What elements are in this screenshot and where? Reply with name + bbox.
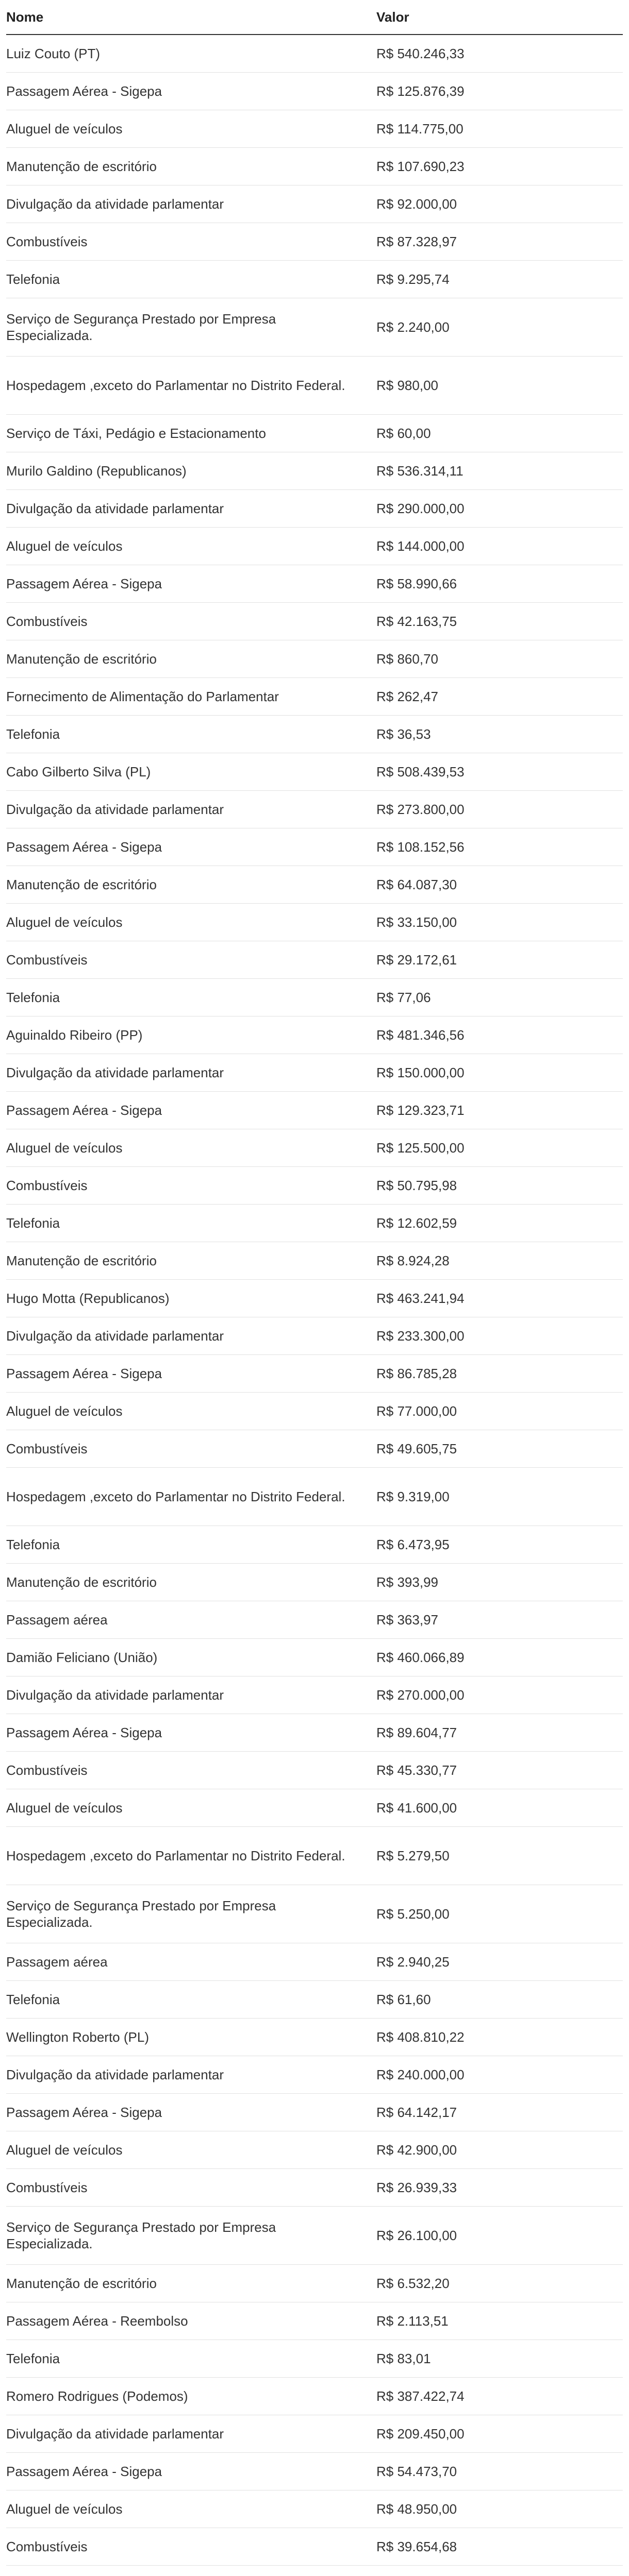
cell-valor: R$ 9.295,74 — [376, 261, 623, 298]
table-row — [6, 1714, 623, 1752]
cell-valor: R$ 36,53 — [376, 716, 623, 753]
table-row — [6, 1280, 623, 1317]
table-row — [6, 1526, 623, 1564]
table-row — [6, 73, 623, 110]
cell-nome: Aluguel de veículos — [6, 528, 376, 565]
cell-nome: Aluguel de veículos — [6, 1393, 376, 1430]
cell-valor: R$ 114.775,00 — [376, 110, 623, 148]
cell-valor: R$ 107.690,23 — [376, 148, 623, 185]
cell-valor: R$ 50.795,98 — [376, 1167, 623, 1205]
cell-valor: R$ 8.924,28 — [376, 1242, 623, 1280]
cell-nome: Divulgação da atividade parlamentar — [6, 1317, 376, 1355]
cell-valor: R$ 5.250,00 — [376, 1885, 623, 1943]
table-row — [6, 2094, 623, 2131]
cell-nome: Telefonia — [6, 716, 376, 753]
cell-valor: R$ 2.240,00 — [376, 298, 623, 357]
cell-nome: Combustíveis — [6, 1430, 376, 1468]
cell-nome: Passagem Aérea - Sigepa — [6, 2453, 376, 2490]
cell-nome: Cabo Gilberto Silva (PL) — [6, 753, 376, 791]
table-row — [6, 2378, 623, 2415]
cell-nome: Wellington Roberto (PL) — [6, 2019, 376, 2056]
table-row — [6, 35, 623, 73]
cell-valor: R$ 262,47 — [376, 678, 623, 716]
cell-valor: R$ 387.422,74 — [376, 2378, 623, 2415]
cell-nome: Passagem Aérea - Sigepa — [6, 828, 376, 866]
table-row — [6, 1092, 623, 1129]
cell-valor: R$ 45.330,77 — [376, 1752, 623, 1789]
table-row — [6, 2415, 623, 2453]
cell-valor: R$ 125.500,00 — [376, 1129, 623, 1167]
table-row — [6, 2019, 623, 2056]
cell-valor: R$ 26.100,00 — [376, 2207, 623, 2265]
cell-nome: Manutenção de escritório — [6, 640, 376, 678]
table-row — [6, 1242, 623, 1280]
cell-nome: Manutenção de escritório — [6, 2265, 376, 2302]
table-row — [6, 2265, 623, 2302]
table-row — [6, 528, 623, 565]
table-row — [6, 1752, 623, 1789]
table-row — [6, 1205, 623, 1242]
cell-valor: R$ 33.150,00 — [376, 904, 623, 941]
cell-nome: Passagem Aérea - Sigepa — [6, 1092, 376, 1129]
cell-valor: R$ 108.152,56 — [376, 828, 623, 866]
cell-valor — [376, 2566, 623, 2576]
table-row — [6, 2340, 623, 2378]
cell-valor: R$ 270.000,00 — [376, 1676, 623, 1714]
cell-valor: R$ 26.939,33 — [376, 2169, 623, 2207]
cell-nome: Hugo Motta (Republicanos) — [6, 1280, 376, 1317]
cell-nome: Serviço de Segurança Prestado por Empresa Especializada. — [6, 1885, 376, 1943]
table-row — [6, 2056, 623, 2094]
table-row — [6, 2528, 623, 2566]
table-row — [6, 866, 623, 904]
table-row — [6, 1430, 623, 1468]
cell-nome: Divulgação da atividade parlamentar — [6, 791, 376, 828]
table-row — [6, 2490, 623, 2528]
table-row — [6, 1943, 623, 1981]
cell-nome: Telefonia — [6, 1981, 376, 2019]
cell-valor: R$ 233.300,00 — [376, 1317, 623, 1355]
table-row — [6, 1016, 623, 1054]
cell-nome: Telefonia — [6, 1526, 376, 1564]
table-row — [6, 490, 623, 528]
table-row — [6, 357, 623, 415]
cell-valor: R$ 536.314,11 — [376, 452, 623, 490]
table-row — [6, 1054, 623, 1092]
table-row — [6, 753, 623, 791]
cell-valor: R$ 6.473,95 — [376, 1526, 623, 1564]
cell-valor: R$ 393,99 — [376, 1564, 623, 1601]
cell-nome: Combustíveis — [6, 1752, 376, 1789]
cell-valor: R$ 9.319,00 — [376, 1468, 623, 1526]
table-row — [6, 1981, 623, 2019]
table-row — [6, 2131, 623, 2169]
cell-valor: R$ 2.940,25 — [376, 1943, 623, 1981]
table-row — [6, 640, 623, 678]
cell-nome: Divulgação da atividade parlamentar — [6, 490, 376, 528]
table-row — [6, 2302, 623, 2340]
cell-nome: Telefonia — [6, 1205, 376, 1242]
cell-nome: Divulgação da atividade parlamentar — [6, 185, 376, 223]
cell-valor: R$ 144.000,00 — [376, 528, 623, 565]
cell-nome: Combustíveis — [6, 1167, 376, 1205]
table-row — [6, 1468, 623, 1526]
table-row — [6, 1885, 623, 1943]
cell-valor: R$ 87.328,97 — [376, 223, 623, 261]
cell-valor: R$ 209.450,00 — [376, 2415, 623, 2453]
cell-valor: R$ 86.785,28 — [376, 1355, 623, 1393]
table-row — [6, 261, 623, 298]
cell-valor: R$ 6.532,20 — [376, 2265, 623, 2302]
table-row — [6, 2453, 623, 2490]
cell-nome: Telefonia — [6, 2340, 376, 2378]
cell-valor: R$ 77,06 — [376, 979, 623, 1016]
cell-nome: Combustíveis — [6, 603, 376, 640]
cell-nome: Fornecimento de Alimentação do Parlamentar — [6, 678, 376, 716]
table-row — [6, 148, 623, 185]
cell-nome: Combustíveis — [6, 223, 376, 261]
cell-valor: R$ 48.950,00 — [376, 2490, 623, 2528]
table-row — [6, 1789, 623, 1827]
cell-valor: R$ 980,00 — [376, 357, 623, 415]
cell-valor: R$ 5.279,50 — [376, 1827, 623, 1885]
cell-nome: Manutenção de escritório — [6, 1242, 376, 1280]
table-row — [6, 2207, 623, 2265]
cell-valor: R$ 290.000,00 — [376, 490, 623, 528]
table-row — [6, 904, 623, 941]
cell-valor: R$ 408.810,22 — [376, 2019, 623, 2056]
cell-nome: Passagem Aérea - Sigepa — [6, 2094, 376, 2131]
table-row — [6, 1167, 623, 1205]
cell-valor: R$ 92.000,00 — [376, 185, 623, 223]
cell-valor: R$ 64.087,30 — [376, 866, 623, 904]
table-row — [6, 415, 623, 452]
cell-nome: Luiz Couto (PT) — [6, 35, 376, 73]
cell-valor: R$ 2.113,51 — [376, 2302, 623, 2340]
cell-valor: R$ 363,97 — [376, 1601, 623, 1639]
table-row — [6, 223, 623, 261]
cell-valor: R$ 860,70 — [376, 640, 623, 678]
cell-nome: Aluguel de veículos — [6, 110, 376, 148]
cell-valor: R$ 41.600,00 — [376, 1789, 623, 1827]
cell-valor: R$ 49.605,75 — [376, 1430, 623, 1468]
cell-valor: R$ 42.163,75 — [376, 603, 623, 640]
table-row — [6, 1676, 623, 1714]
table-row — [6, 678, 623, 716]
table-row — [6, 110, 623, 148]
cell-valor: R$ 481.346,56 — [376, 1016, 623, 1054]
cell-nome: Hospedagem ,exceto do Parlamentar no Distrito Federal. — [6, 1827, 376, 1885]
cell-nome: Passagem Aérea - Reembolso — [6, 2302, 376, 2340]
cell-nome: Aluguel de veículos — [6, 904, 376, 941]
cell-nome — [6, 2566, 376, 2576]
cell-nome: Combustíveis — [6, 2528, 376, 2566]
cell-nome: Divulgação da atividade parlamentar — [6, 2056, 376, 2094]
cell-valor: R$ 240.000,00 — [376, 2056, 623, 2094]
cell-nome: Divulgação da atividade parlamentar — [6, 1054, 376, 1092]
table-row — [6, 1393, 623, 1430]
table-row — [6, 1827, 623, 1885]
cell-nome: Murilo Galdino (Republicanos) — [6, 452, 376, 490]
cell-nome: Telefonia — [6, 979, 376, 1016]
cell-nome: Aluguel de veículos — [6, 2131, 376, 2169]
cell-nome: Combustíveis — [6, 2169, 376, 2207]
cell-valor: R$ 83,01 — [376, 2340, 623, 2378]
cell-nome: Manutenção de escritório — [6, 1564, 376, 1601]
expenses-table — [6, 0, 623, 2576]
table-row — [6, 1129, 623, 1167]
cell-valor: R$ 42.900,00 — [376, 2131, 623, 2169]
table-row — [6, 941, 623, 979]
cell-nome: Serviço de Segurança Prestado por Empresa Especializada. — [6, 298, 376, 357]
table-row — [6, 1317, 623, 1355]
cell-valor: R$ 39.654,68 — [376, 2528, 623, 2566]
cell-nome: Hospedagem ,exceto do Parlamentar no Distrito Federal. — [6, 357, 376, 415]
table-row — [6, 1355, 623, 1393]
table-row — [6, 185, 623, 223]
cell-valor: R$ 60,00 — [376, 415, 623, 452]
cell-valor: R$ 460.066,89 — [376, 1639, 623, 1676]
cell-nome: Telefonia — [6, 261, 376, 298]
table-header-row — [6, 0, 623, 35]
table-row — [6, 1564, 623, 1601]
cell-valor: R$ 150.000,00 — [376, 1054, 623, 1092]
cell-valor: R$ 129.323,71 — [376, 1092, 623, 1129]
cell-valor: R$ 508.439,53 — [376, 753, 623, 791]
table-row — [6, 565, 623, 603]
table-row — [6, 791, 623, 828]
cell-nome: Manutenção de escritório — [6, 866, 376, 904]
cell-valor: R$ 540.246,33 — [376, 35, 623, 73]
cell-nome: Aluguel de veículos — [6, 1129, 376, 1167]
cell-nome: Passagem Aérea - Sigepa — [6, 1714, 376, 1752]
table-row — [6, 452, 623, 490]
table-row — [6, 603, 623, 640]
cell-nome: Aluguel de veículos — [6, 2490, 376, 2528]
table-row — [6, 979, 623, 1016]
cell-nome: Serviço de Táxi, Pedágio e Estacionamento — [6, 415, 376, 452]
cell-nome: Divulgação da atividade parlamentar — [6, 2415, 376, 2453]
cell-valor: R$ 61,60 — [376, 1981, 623, 2019]
table-row — [6, 1601, 623, 1639]
cell-nome: Combustíveis — [6, 941, 376, 979]
cell-valor: R$ 58.990,66 — [376, 565, 623, 603]
cell-nome: Aguinaldo Ribeiro (PP) — [6, 1016, 376, 1054]
cell-valor: R$ 64.142,17 — [376, 2094, 623, 2131]
cell-nome: Serviço de Segurança Prestado por Empresa Especializada. — [6, 2207, 376, 2265]
cell-nome: Aluguel de veículos — [6, 1789, 376, 1827]
cell-valor: R$ 463.241,94 — [376, 1280, 623, 1317]
cell-nome: Passagem aérea — [6, 1943, 376, 1981]
cell-nome: Passagem Aérea - Sigepa — [6, 73, 376, 110]
cell-valor: R$ 77.000,00 — [376, 1393, 623, 1430]
cell-nome: Romero Rodrigues (Podemos) — [6, 2378, 376, 2415]
cell-nome: Divulgação da atividade parlamentar — [6, 1676, 376, 1714]
cell-valor: R$ 125.876,39 — [376, 73, 623, 110]
cell-nome: Manutenção de escritório — [6, 148, 376, 185]
cell-nome: Passagem Aérea - Sigepa — [6, 565, 376, 603]
cell-valor: R$ 273.800,00 — [376, 791, 623, 828]
column-header-valor[interactable]: Valor — [376, 0, 623, 35]
table-row — [6, 1639, 623, 1676]
cell-nome: Passagem aérea — [6, 1601, 376, 1639]
table-body — [6, 35, 623, 2576]
table-row — [6, 2566, 623, 2576]
table-row — [6, 298, 623, 357]
cell-nome: Passagem Aérea - Sigepa — [6, 1355, 376, 1393]
cell-valor: R$ 54.473,70 — [376, 2453, 623, 2490]
column-header-nome[interactable]: Nome — [6, 0, 376, 35]
cell-valor: R$ 29.172,61 — [376, 941, 623, 979]
cell-nome: Hospedagem ,exceto do Parlamentar no Distrito Federal. — [6, 1468, 376, 1526]
table-row — [6, 716, 623, 753]
table-row — [6, 828, 623, 866]
table-row — [6, 2169, 623, 2207]
cell-valor: R$ 12.602,59 — [376, 1205, 623, 1242]
cell-valor: R$ 89.604,77 — [376, 1714, 623, 1752]
cell-nome: Damião Feliciano (União) — [6, 1639, 376, 1676]
